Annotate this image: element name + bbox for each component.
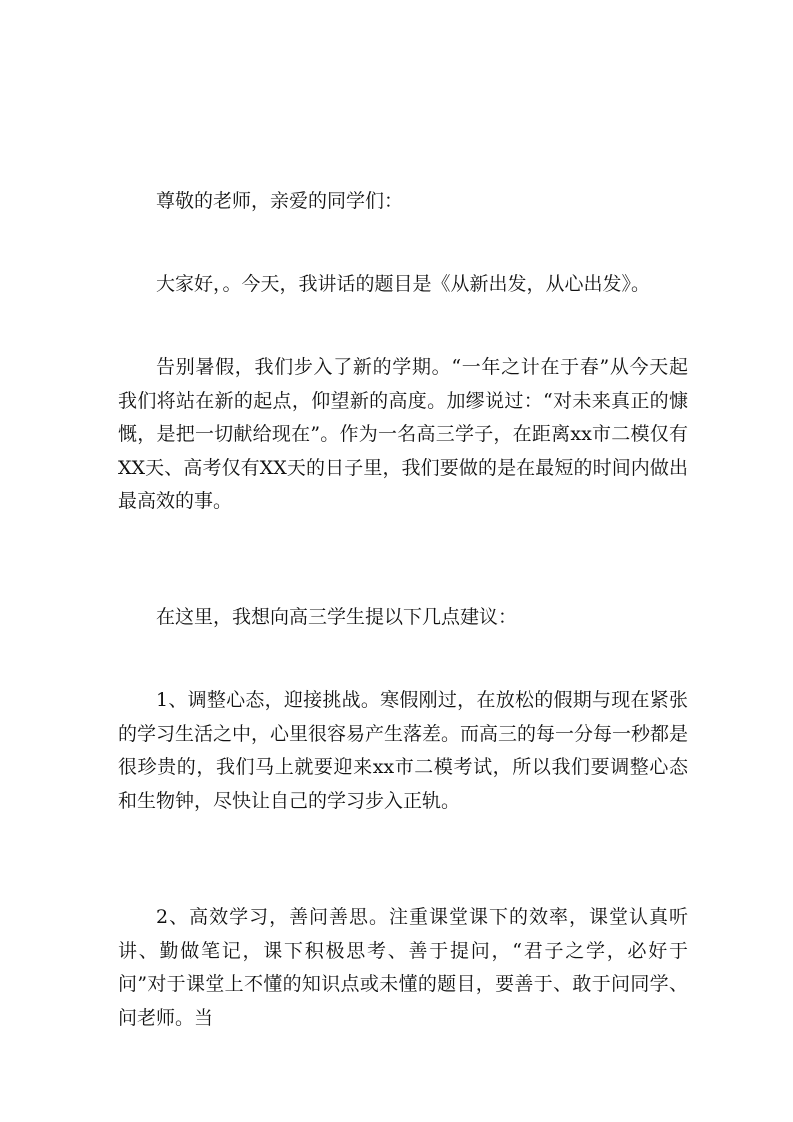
salutation: 尊敬的老师，亲爱的同学们： [156, 190, 404, 212]
suggestions-intro: 在这里，我想向高三学生提以下几点建议： [156, 606, 518, 628]
greeting-paragraph: 大家好，。今天，我讲话的题目是《从新出发，从心出发》。 [156, 273, 651, 295]
suggestion-1: 1、调整心态，迎接挑战。寒假刚过，在放松的假期与现在紧张的学习生活之中，心里很容易产生落差。而高三的每一分每一秒都是很珍贵的，我们马上就要迎来xx市二模考试，所以我们要调整心态和生物钟，尽快让自己的学习步入正轨。 [118, 689, 689, 812]
intro-paragraph: 告别暑假，我们步入了新的学期。“一年之计在于春”从今天起我们将站在新的起点，仰望新的高度。加缪说过：“对未来真正的慷慨，是把一切献给现在”。作为一名高三学子，在距离xx市二模仅有XX天、高考仅有XX天的日子里，我们要做的是在最短的时间内做出最高效的事。 [118, 356, 688, 512]
suggestion-2: 2、高效学习，善问善思。注重课堂课下的效率，课堂认真听讲、勤做笔记，课下积极思考、善于提问，“君子之学，必好于问”对于课堂上不懂的知识点或未懂的题目，要善于、敢于问同学、问老师。当 [118, 906, 688, 1029]
